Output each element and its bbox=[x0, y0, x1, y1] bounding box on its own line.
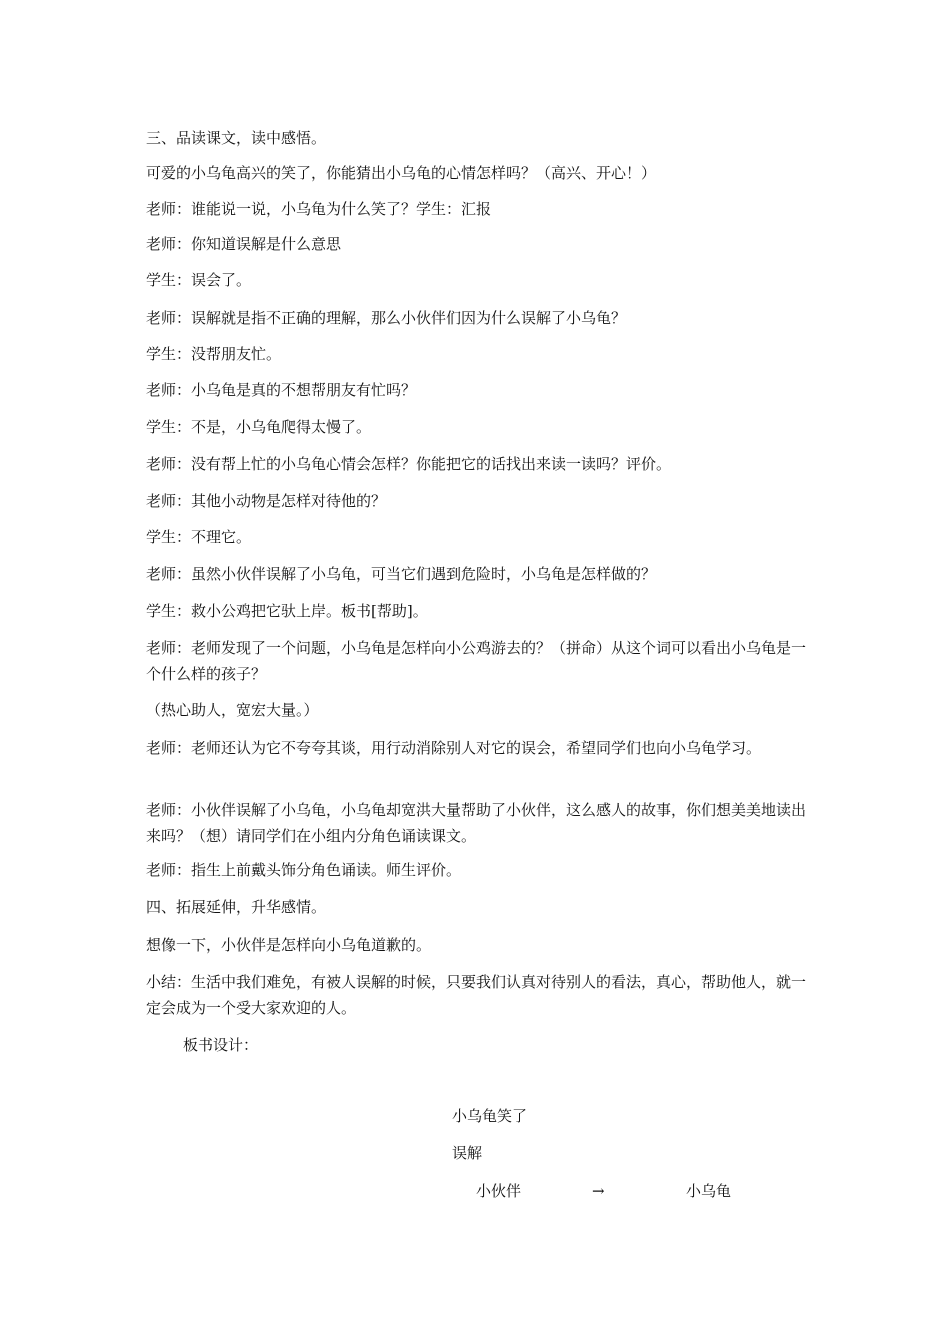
paragraph: 老师：指生上前戴头饰分角色诵读。师生评价。 bbox=[146, 861, 462, 879]
paragraph: 老师：小伙伴误解了小乌龟，小乌龟却宽洪大量帮助了小伙伴，这么感人的故事，你们想美美地读出来吗？（想）请同学们在小组内分角色诵读课文。 bbox=[146, 801, 807, 845]
paragraph: 老师：老师还认为它不夸夸其谈，用行动消除别人对它的误会，希望同学们也向小乌龟学习。 bbox=[146, 739, 762, 757]
paragraph: （热心助人，宽宏大量。） bbox=[146, 701, 319, 719]
board-right-item: 小乌龟 bbox=[686, 1182, 732, 1200]
paragraph: 学生：没帮朋友忙。 bbox=[146, 345, 282, 363]
board-left-item: 小伙伴 bbox=[476, 1182, 522, 1200]
paragraph: 学生：不理它。 bbox=[146, 528, 252, 546]
paragraph: 学生：救小公鸡把它驮上岸。板书[帮助]。 bbox=[146, 602, 428, 620]
board-design-label: 板书设计： bbox=[183, 1036, 259, 1054]
board-arrow: → bbox=[592, 1182, 605, 1200]
paragraph: 学生：误会了。 bbox=[146, 271, 252, 289]
summary-paragraph: 小结：生活中我们难免，有被人误解的时候，只要我们认真对待别人的看法，真心，帮助他人，就一定会成为一个受大家欢迎的人。 bbox=[146, 973, 807, 1017]
section-heading-4: 四、拓展延伸，升华感情。 bbox=[146, 898, 327, 916]
paragraph: 老师：谁能说一说，小乌龟为什么笑了？学生：汇报 bbox=[146, 200, 492, 218]
paragraph: 老师：小乌龟是真的不想帮朋友有忙吗？ bbox=[146, 381, 417, 399]
paragraph: 老师：其他小动物是怎样对待他的？ bbox=[146, 492, 387, 510]
paragraph: 老师：你知道误解是什么意思 bbox=[146, 235, 342, 253]
paragraph: 老师：没有帮上忙的小乌龟心情会怎样？你能把它的话找出来读一读吗？评价。 bbox=[146, 455, 672, 473]
section-heading-3: 三、品读课文，读中感悟。 bbox=[146, 129, 327, 147]
paragraph: 老师：虽然小伙伴误解了小乌龟，可当它们遇到危险时，小乌龟是怎样做的？ bbox=[146, 565, 657, 583]
paragraph: 老师：老师发现了一个问题，小乌龟是怎样向小公鸡游去的？（拼命）从这个词可以看出小乌龟是一个什么样的孩子？ bbox=[146, 639, 807, 683]
paragraph: 想像一下，小伙伴是怎样向小乌龟道歉的。 bbox=[146, 936, 432, 954]
paragraph: 老师：误解就是指不正确的理解，那么小伙伴们因为什么误解了小乌龟？ bbox=[146, 309, 627, 327]
paragraph: 学生：不是，小乌龟爬得太慢了。 bbox=[146, 418, 372, 436]
board-misunderstand: 误解 bbox=[452, 1144, 483, 1162]
paragraph: 可爱的小乌龟高兴的笑了，你能猜出小乌龟的心情怎样吗？（高兴、开心！） bbox=[146, 164, 657, 182]
board-title: 小乌龟笑了 bbox=[452, 1107, 528, 1125]
